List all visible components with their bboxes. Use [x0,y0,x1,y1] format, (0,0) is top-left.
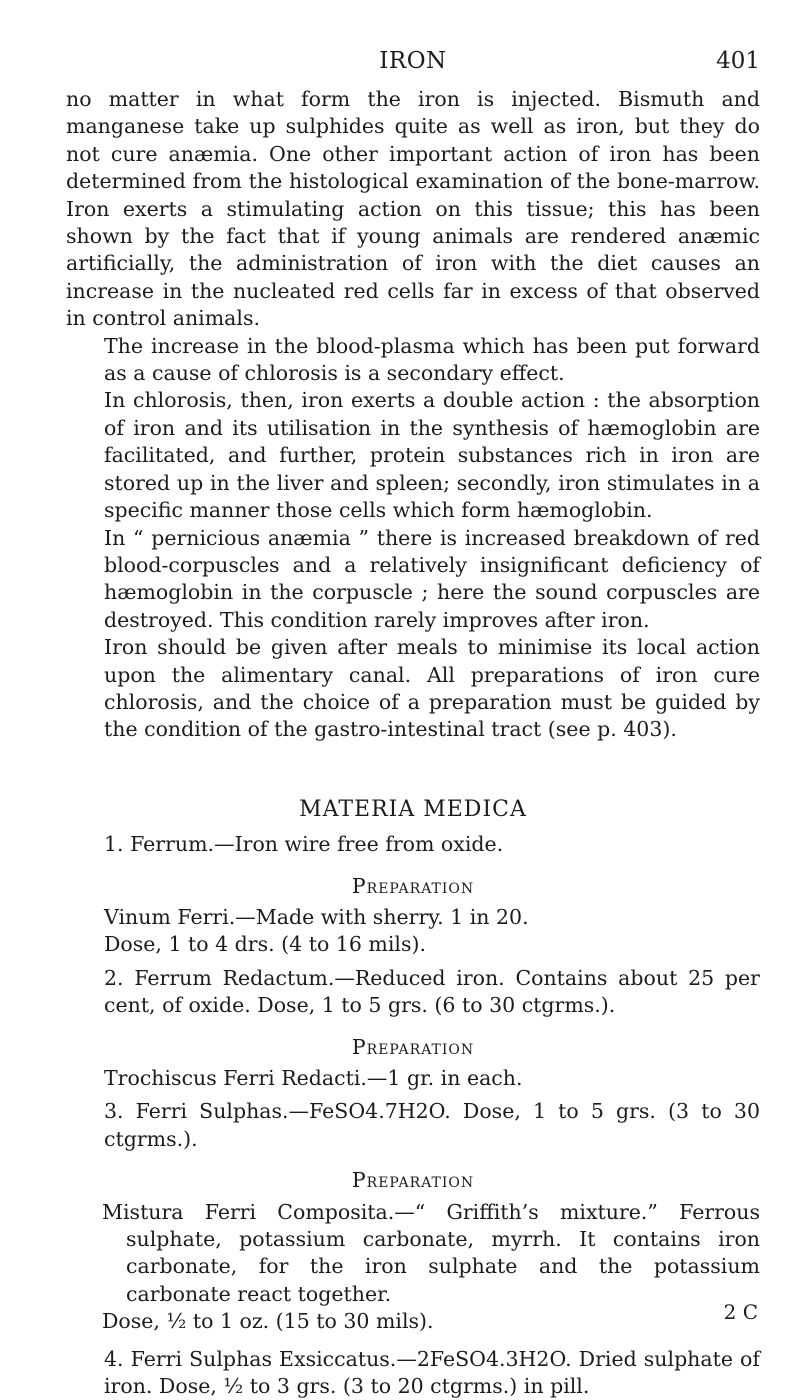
item-2: 2. Ferrum Redactum.—Reduced iron. Contains about 25 per cent, of oxide. Dose, 1 to 5 grs. (6 to 30 ctgrms.). [104,965,760,1018]
prep3-line1: Mistura Ferri Composita.—“ Griffith’s mixture.” Ferrous sulphate, potassium carbonate, myrrh. It contains iron carbonate, for the iron sulphate and the potassium carbonate react together. [102,1199,760,1306]
prep3-line2: Dose, ½ to 1 oz. (15 to 30 mils). [102,1309,434,1334]
section-title: MATERIA MEDICA [299,796,527,822]
preparation-heading-1: Preparation [351,873,475,898]
item-3: 3. Ferri Sulphas.—FeSO4.7H2O. Dose, 1 to 5 grs. (3 to 30 ctgrms.). [104,1099,760,1151]
page-number: 401 [716,48,760,74]
paragraph-4: In “ pernicious anæmia ” there is increased breakdown of red blood-corpuscles and a relatively insignificant deficiency of hæmoglobin in the corpuscle ; here the sound corpuscles are destroyed. This condition rarely improves after iron. [104,525,760,632]
page-body [66,86,760,1400]
paragraph-1: no matter in what form the iron is injected. Bismuth and manganese take up sulphides quite as well as iron, but they do not cure anæmia. One other important action of iron has been determined from the histological examination of the bone-marrow. Iron exerts a stimulating action on this tissue; this has been shown by the fact that if young animals are rendered anæmic artificially, the administration of iron with the diet causes an increase in the nucleated red cells far in excess of that observed in control animals. [66,87,760,331]
running-title: IRON [379,48,447,74]
prep2-line1: Trochiscus Ferri Redacti.—1 gr. in each. [104,1066,523,1090]
page-header [66,48,760,80]
preparation-heading-3: Preparation [351,1168,475,1193]
item-1: 1. Ferrum.—Iron wire free from oxide. [104,832,504,857]
preparation-heading-2: Preparation [351,1034,475,1059]
paragraph-3: In chlorosis, then, iron exerts a double action : the absorption of iron and its utilisation in the synthesis of hæmoglobin are facilitated, and further, protein substances rich in iron are stored up in the liver and spleen; secondly, iron stimulates in a specific manner those cells which form hæmoglobin. [104,388,760,523]
paragraph-5: Iron should be given after meals to minimise its local action upon the alimentary canal. All preparations of iron cure chlorosis, and the choice of a preparation must be guided by the condition of the gastro-intestinal tract (see p. 403). [104,635,760,742]
prep1-line1: Vinum Ferri.—Made with sherry. 1 in 20. [104,904,529,929]
prep1-line2: Dose, 1 to 4 drs. (4 to 16 mils). [104,932,426,957]
item-4: 4. Ferri Sulphas Exsiccatus.—2FeSO4.3H2O. Dried sulphate of iron. Dose, ½ to 3 grs. (3 to 20 ctgrms.) in pill. [104,1346,760,1399]
paragraph-2: The increase in the blood-plasma which has been put forward as a cause of chlorosis is a secondary effect. [104,333,760,386]
signature-mark: 2 C [723,1300,758,1324]
